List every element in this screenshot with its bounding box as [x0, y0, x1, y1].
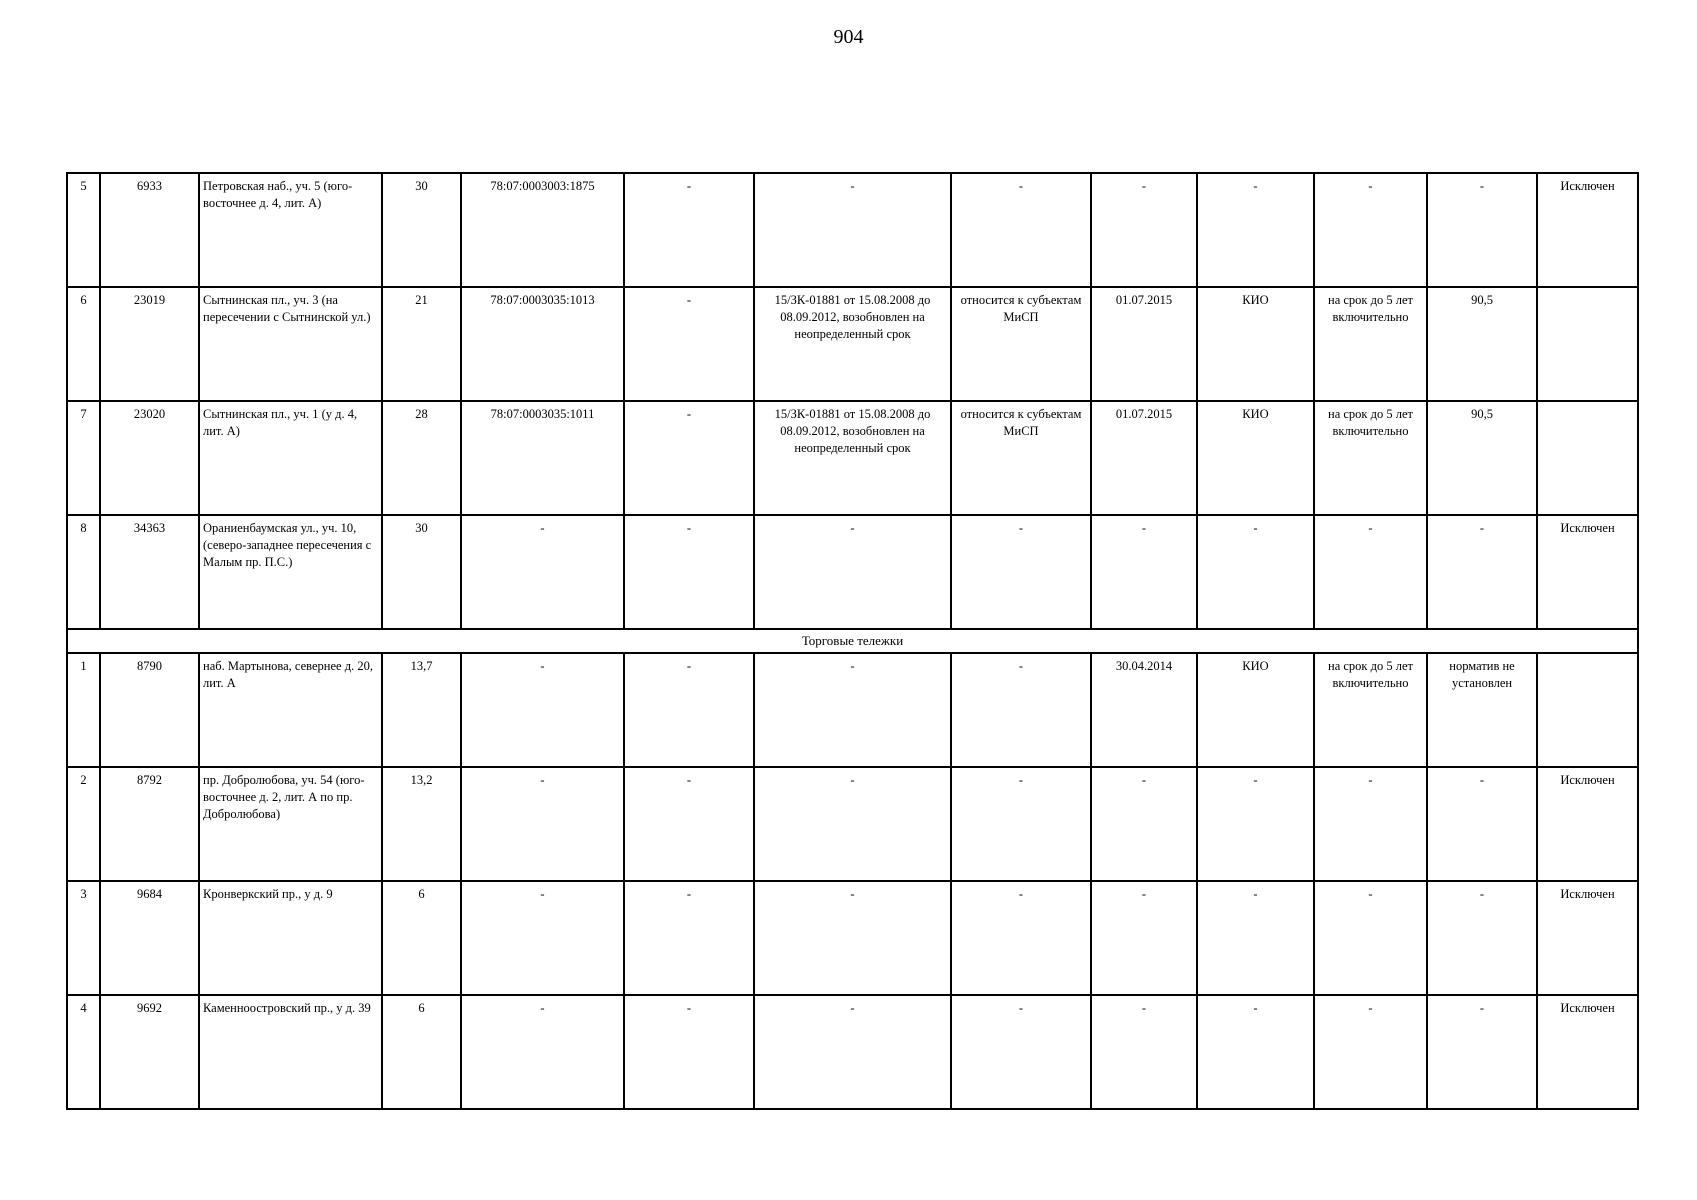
document-table	[66, 172, 1639, 1110]
address-cell: Каменноостровский пр., у д. 39	[199, 995, 382, 1109]
column-6-cell: -	[624, 287, 754, 401]
object-id-cell: 34363	[100, 515, 199, 629]
column-6-cell: -	[624, 515, 754, 629]
note-cell: Исключен	[1537, 767, 1638, 881]
category-cell: относится к субъектам МиСП	[951, 287, 1091, 401]
area-cell: 6	[382, 881, 461, 995]
table-body	[67, 173, 1638, 1109]
note-cell: Исключен	[1537, 515, 1638, 629]
column-6-cell: -	[624, 653, 754, 767]
date-cell: 01.07.2015	[1091, 287, 1197, 401]
area-cell: 30	[382, 173, 461, 287]
address-cell: Петровская наб., уч. 5 (юго-восточнее д. 4, лит. А)	[199, 173, 382, 287]
column-6-cell: -	[624, 881, 754, 995]
row-number-cell: 3	[67, 881, 100, 995]
table-row	[67, 287, 1638, 401]
note-cell	[1537, 653, 1638, 767]
note-cell: Исключен	[1537, 173, 1638, 287]
term-cell: -	[1314, 995, 1427, 1109]
row-number-cell: 5	[67, 173, 100, 287]
area-cell: 13,7	[382, 653, 461, 767]
address-cell: Ораниенбаумская ул., уч. 10, (северо-западнее пересечения с Малым пр. П.С.)	[199, 515, 382, 629]
authority-cell: -	[1197, 995, 1314, 1109]
category-cell: -	[951, 881, 1091, 995]
date-cell: 01.07.2015	[1091, 401, 1197, 515]
address-cell: Кронверкский пр., у д. 9	[199, 881, 382, 995]
price-cell: -	[1427, 995, 1537, 1109]
contract-cell: -	[754, 173, 951, 287]
object-id-cell: 23020	[100, 401, 199, 515]
column-6-cell: -	[624, 173, 754, 287]
date-cell: -	[1091, 881, 1197, 995]
category-cell: -	[951, 515, 1091, 629]
table-row	[67, 401, 1638, 515]
note-cell	[1537, 287, 1638, 401]
category-cell: -	[951, 653, 1091, 767]
area-cell: 28	[382, 401, 461, 515]
term-cell: -	[1314, 173, 1427, 287]
row-number-cell: 6	[67, 287, 100, 401]
area-cell: 21	[382, 287, 461, 401]
category-cell: -	[951, 173, 1091, 287]
contract-cell: -	[754, 653, 951, 767]
address-cell: Сытнинская пл., уч. 3 (на пересечении с Сытнинской ул.)	[199, 287, 382, 401]
note-cell	[1537, 401, 1638, 515]
contract-cell: -	[754, 995, 951, 1109]
price-cell: -	[1427, 881, 1537, 995]
row-number-cell: 4	[67, 995, 100, 1109]
address-cell: пр. Добролюбова, уч. 54 (юго-восточнее д. 2, лит. А по пр. Добролюбова)	[199, 767, 382, 881]
area-cell: 6	[382, 995, 461, 1109]
contract-cell: 15/ЗК-01881 от 15.08.2008 до 08.09.2012, возобновлен на неопределенный срок	[754, 401, 951, 515]
table-row	[67, 881, 1638, 995]
object-id-cell: 6933	[100, 173, 199, 287]
table-row	[67, 653, 1638, 767]
cadastral-number-cell: -	[461, 767, 624, 881]
object-id-cell: 8790	[100, 653, 199, 767]
category-cell: относится к субъектам МиСП	[951, 401, 1091, 515]
column-6-cell: -	[624, 995, 754, 1109]
price-cell: -	[1427, 515, 1537, 629]
column-6-cell: -	[624, 401, 754, 515]
date-cell: -	[1091, 515, 1197, 629]
authority-cell: -	[1197, 881, 1314, 995]
term-cell: на срок до 5 лет включительно	[1314, 653, 1427, 767]
cadastral-number-cell: -	[461, 515, 624, 629]
row-number-cell: 7	[67, 401, 100, 515]
section-title: Торговые тележки	[67, 629, 1638, 653]
date-cell: -	[1091, 767, 1197, 881]
contract-cell: -	[754, 881, 951, 995]
table-row	[67, 767, 1638, 881]
term-cell: -	[1314, 881, 1427, 995]
term-cell: на срок до 5 лет включительно	[1314, 287, 1427, 401]
term-cell: на срок до 5 лет включительно	[1314, 401, 1427, 515]
date-cell: -	[1091, 173, 1197, 287]
cadastral-number-cell: 78:07:0003035:1011	[461, 401, 624, 515]
authority-cell: КИО	[1197, 287, 1314, 401]
table-row	[67, 995, 1638, 1109]
term-cell: -	[1314, 767, 1427, 881]
authority-cell: -	[1197, 173, 1314, 287]
column-6-cell: -	[624, 767, 754, 881]
area-cell: 30	[382, 515, 461, 629]
object-id-cell: 23019	[100, 287, 199, 401]
authority-cell: -	[1197, 515, 1314, 629]
note-cell: Исключен	[1537, 995, 1638, 1109]
row-number-cell: 8	[67, 515, 100, 629]
object-id-cell: 9684	[100, 881, 199, 995]
price-cell: -	[1427, 173, 1537, 287]
contract-cell: 15/ЗК-01881 от 15.08.2008 до 08.09.2012, возобновлен на неопределенный срок	[754, 287, 951, 401]
contract-cell: -	[754, 767, 951, 881]
address-cell: наб. Мартынова, севернее д. 20, лит. А	[199, 653, 382, 767]
category-cell: -	[951, 767, 1091, 881]
cadastral-number-cell: 78:07:0003035:1013	[461, 287, 624, 401]
cadastral-number-cell: -	[461, 881, 624, 995]
price-cell: норматив не установлен	[1427, 653, 1537, 767]
authority-cell: КИО	[1197, 653, 1314, 767]
table-row	[67, 515, 1638, 629]
term-cell: -	[1314, 515, 1427, 629]
contract-cell: -	[754, 515, 951, 629]
category-cell: -	[951, 995, 1091, 1109]
cadastral-number-cell: -	[461, 653, 624, 767]
row-number-cell: 1	[67, 653, 100, 767]
price-cell: 90,5	[1427, 401, 1537, 515]
price-cell: 90,5	[1427, 287, 1537, 401]
authority-cell: -	[1197, 767, 1314, 881]
address-cell: Сытнинская пл., уч. 1 (у д. 4, лит. А)	[199, 401, 382, 515]
object-id-cell: 8792	[100, 767, 199, 881]
cadastral-number-cell: 78:07:0003003:1875	[461, 173, 624, 287]
page-number: 904	[833, 26, 864, 48]
date-cell: -	[1091, 995, 1197, 1109]
row-number-cell: 2	[67, 767, 100, 881]
date-cell: 30.04.2014	[1091, 653, 1197, 767]
object-id-cell: 9692	[100, 995, 199, 1109]
note-cell: Исключен	[1537, 881, 1638, 995]
table-row	[67, 173, 1638, 287]
cadastral-number-cell: -	[461, 995, 624, 1109]
area-cell: 13,2	[382, 767, 461, 881]
price-cell: -	[1427, 767, 1537, 881]
section-row	[67, 629, 1638, 653]
authority-cell: КИО	[1197, 401, 1314, 515]
